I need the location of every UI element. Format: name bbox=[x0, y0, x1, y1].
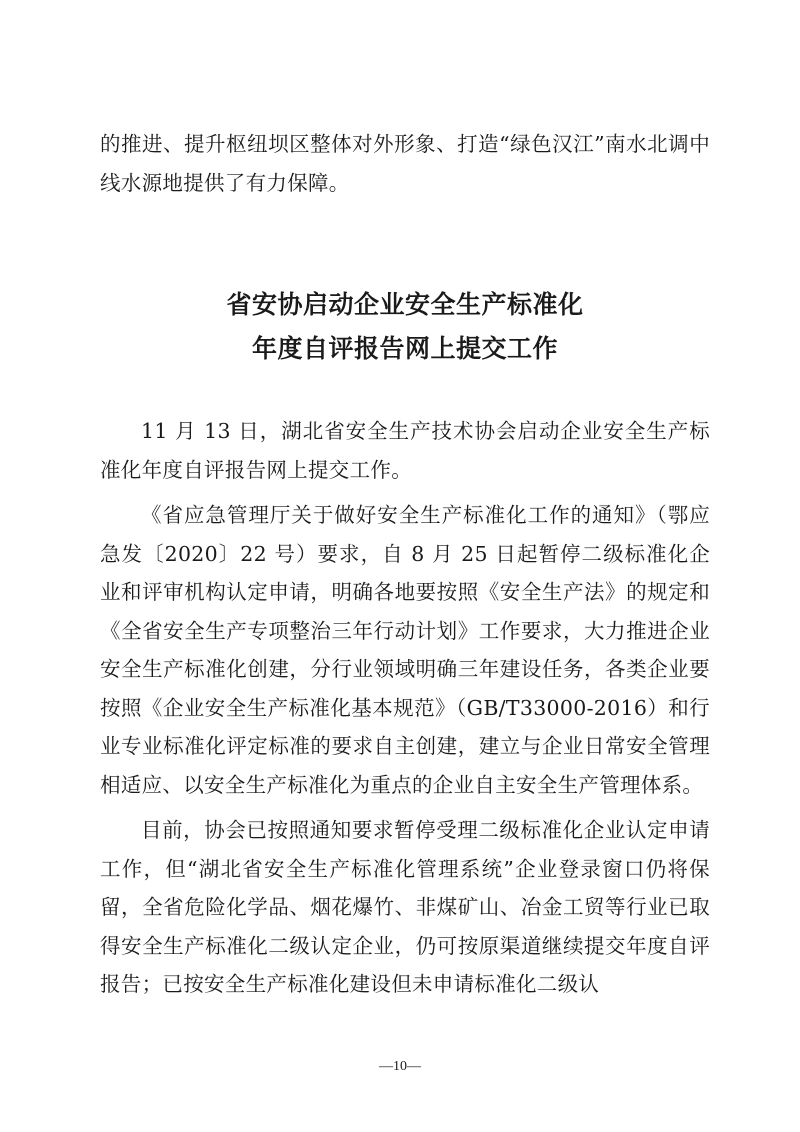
continued-text-block bbox=[100, 125, 710, 202]
body-paragraph-2: 《省应急管理厅关于做好安全生产标准化工作的通知》（鄂应急发〔2020〕22 号）要求，自 8 月 25 日起暂停二级标准化企业和评审机构认定申请，明确各地要按照《安全生产法》的规定和《全省安全生产专项整治三年行动计划》工作要求，大力推进企业安全生产标准化创建，分行业领域明确三年建设任务，各类企业要按照《企业安全生产标准化基本规范》（GB/T33000-2016）和行业专业标准化评定标准的要求自主创建，建立与企业日常安全管理相适应、以安全生产标准化为重点的企业自主安全生产管理体系。 bbox=[100, 503, 710, 797]
body-paragraph-1: 11 月 13 日，湖北省安全生产技术协会启动企业安全生产标准化年度自评报告网上提交工作。 bbox=[100, 419, 710, 482]
article-title-line-1: 省安协启动企业安全生产标准化 bbox=[226, 290, 584, 319]
article-body bbox=[100, 412, 710, 1004]
continued-paragraph: 的推进、提升枢纽坝区整体对外形象、打造“绿色汉江”南水北调中线水源地提供了有力保障。 bbox=[100, 132, 710, 195]
page-number: —10— bbox=[379, 1059, 421, 1074]
article-title-line-2: 年度自评报告网上提交工作 bbox=[251, 334, 558, 363]
body-paragraph-3: 目前，协会已按照通知要求暂停受理二级标准化企业认定申请工作，但“湖北省安全生产标准化管理系统”企业登录窗口仍将保留，全省危险化学品、烟花爆竹、非煤矿山、冶金工贸等行业已取得安全生产标准化二级认定企业，仍可按原渠道继续提交年度自评报告；已按安全生产标准化建设但未申请标准化二级认 bbox=[100, 818, 710, 996]
